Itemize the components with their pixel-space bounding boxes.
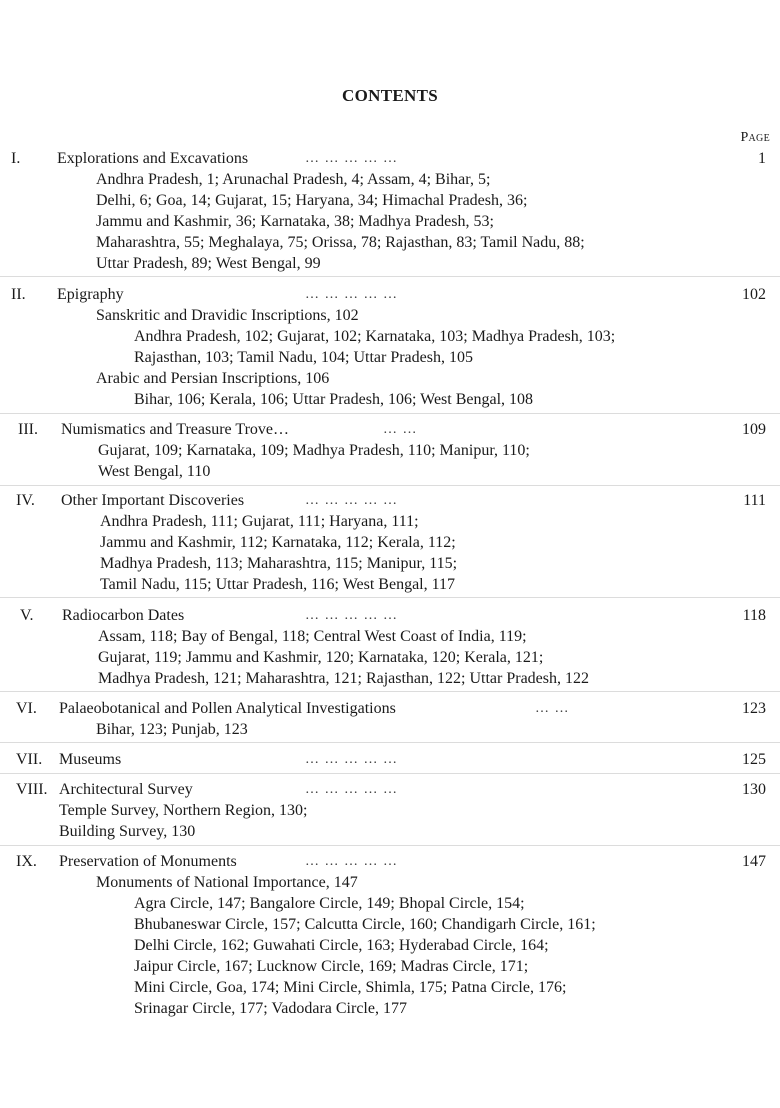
section-number: IV.	[16, 492, 35, 509]
entry-line: Delhi, 6; Goa, 14; Gujarat, 15; Haryana, 34; Himachal Pradesh, 36;	[96, 192, 528, 209]
entry-line: Jaipur Circle, 167; Lucknow Circle, 169; Madras Circle, 171;	[134, 958, 529, 975]
section-heading: Architectural Survey	[59, 781, 193, 798]
divider	[0, 691, 780, 692]
section-heading: Radiocarbon Dates	[62, 607, 185, 624]
entry-line: West Bengal, 110	[98, 463, 211, 480]
section-number: VII.	[16, 751, 43, 768]
section-page: 123	[742, 700, 766, 717]
entry-line: Gujarat, 119; Jammu and Kashmir, 120; Karnataka, 120; Kerala, 121;	[98, 649, 544, 666]
section-heading: Other Important Discoveries	[61, 492, 245, 509]
section-page: 118	[742, 607, 766, 624]
entry-line: Srinagar Circle, 177; Vadodara Circle, 177	[134, 1000, 407, 1017]
entry-line: Andhra Pradesh, 111; Gujarat, 111; Haryana, 111;	[100, 513, 419, 530]
section-page: 125	[742, 751, 766, 768]
section-heading: Numismatics and Treasure Trove…	[61, 421, 289, 438]
divider	[0, 485, 780, 486]
section-heading: Explorations and Excavations	[57, 150, 249, 167]
toc-section-9	[0, 851, 780, 1019]
subsection-heading: Sanskritic and Dravidic Inscriptions, 102	[96, 307, 359, 324]
toc-section-5	[0, 605, 780, 689]
section-page: 130	[742, 781, 766, 798]
section-number: IX.	[16, 853, 37, 870]
subsection-heading: Monuments of National Importance, 147	[96, 874, 358, 891]
entry-line: Building Survey, 130	[59, 823, 196, 840]
toc-section-4	[0, 490, 780, 595]
entry-line: Jammu and Kashmir, 112; Karnataka, 112; Kerala, 112;	[100, 534, 456, 551]
dot-leader: … … … … …	[305, 493, 398, 508]
entry-line: Bihar, 106; Kerala, 106; Uttar Pradesh, 106; West Bengal, 108	[134, 391, 534, 408]
entry-line: Gujarat, 109; Karnataka, 109; Madhya Pradesh, 110; Manipur, 110;	[98, 442, 530, 459]
section-number: I.	[11, 150, 21, 167]
entry-line: Andhra Pradesh, 102; Gujarat, 102; Karnataka, 103; Madhya Pradesh, 103;	[134, 328, 616, 345]
dot-leader: … … … … …	[305, 782, 398, 797]
section-page: 1	[758, 150, 766, 167]
subsection-heading: Arabic and Persian Inscriptions, 106	[96, 370, 330, 387]
divider	[0, 742, 780, 743]
entry-line: Madhya Pradesh, 113; Maharashtra, 115; Manipur, 115;	[100, 555, 458, 572]
section-heading: Museums	[59, 751, 122, 768]
section-number: III.	[18, 421, 38, 438]
entry-line: Agra Circle, 147; Bangalore Circle, 149; Bhopal Circle, 154;	[134, 895, 525, 912]
divider	[0, 845, 780, 846]
dot-leader: … … … … …	[305, 287, 398, 302]
section-heading: Epigraphy	[57, 286, 124, 303]
toc-section-8	[0, 779, 780, 842]
entry-line: Madhya Pradesh, 121; Maharashtra, 121; Rajasthan, 122; Uttar Pradesh, 122	[98, 670, 590, 687]
section-page: 147	[742, 853, 766, 870]
entry-line: Tamil Nadu, 115; Uttar Pradesh, 116; West Bengal, 117	[100, 576, 456, 593]
dot-leader: … … … … …	[305, 854, 398, 869]
entry-line: Rajasthan, 103; Tamil Nadu, 104; Uttar Pradesh, 105	[134, 349, 473, 366]
divider	[0, 597, 780, 598]
dot-leader: … … … … …	[305, 608, 398, 623]
entry-line: Delhi Circle, 162; Guwahati Circle, 163; Hyderabad Circle, 164;	[134, 937, 549, 954]
toc-section-2	[0, 284, 780, 410]
dot-leader: … …	[535, 701, 570, 716]
entry-line: Maharashtra, 55; Meghalaya, 75; Orissa, 78; Rajasthan, 83; Tamil Nadu, 88;	[96, 234, 585, 251]
entry-line: Mini Circle, Goa, 174; Mini Circle, Shimla, 175; Patna Circle, 176;	[134, 979, 567, 996]
section-number: VI.	[16, 700, 37, 717]
section-heading: Preservation of Monuments	[59, 853, 237, 870]
divider	[0, 276, 780, 277]
entry-line: Jammu and Kashmir, 36; Karnataka, 38; Madhya Pradesh, 53;	[96, 213, 494, 230]
entry-line: Uttar Pradesh, 89; West Bengal, 99	[96, 255, 321, 272]
section-number: VIII.	[16, 781, 48, 798]
toc-section-3	[0, 419, 780, 482]
toc-section-1	[0, 148, 780, 274]
dot-leader: … … … … …	[305, 151, 398, 166]
section-page: 109	[742, 421, 766, 438]
entry-line: Assam, 118; Bay of Bengal, 118; Central West Coast of India, 119;	[98, 628, 527, 645]
section-number: II.	[11, 286, 26, 303]
dot-leader: … … … … …	[305, 752, 398, 767]
entry-line: Bhubaneswar Circle, 157; Calcutta Circle, 160; Chandigarh Circle, 161;	[134, 916, 596, 933]
dot-leader: … …	[383, 422, 418, 437]
entry-line: Bihar, 123; Punjab, 123	[96, 721, 248, 738]
divider	[0, 773, 780, 774]
section-number: V.	[20, 607, 34, 624]
divider	[0, 413, 780, 414]
page-title: CONTENTS	[342, 86, 438, 105]
section-page: 102	[742, 286, 766, 303]
toc-section-7	[0, 749, 780, 770]
section-heading: Palaeobotanical and Pollen Analytical Investigations	[59, 700, 396, 717]
entry-line: Temple Survey, Northern Region, 130;	[59, 802, 308, 819]
page-column-label: Page	[740, 130, 770, 145]
toc-section-6	[0, 698, 780, 740]
entry-line: Andhra Pradesh, 1; Arunachal Pradesh, 4; Assam, 4; Bihar, 5;	[96, 171, 491, 188]
section-page: 111	[743, 492, 766, 509]
